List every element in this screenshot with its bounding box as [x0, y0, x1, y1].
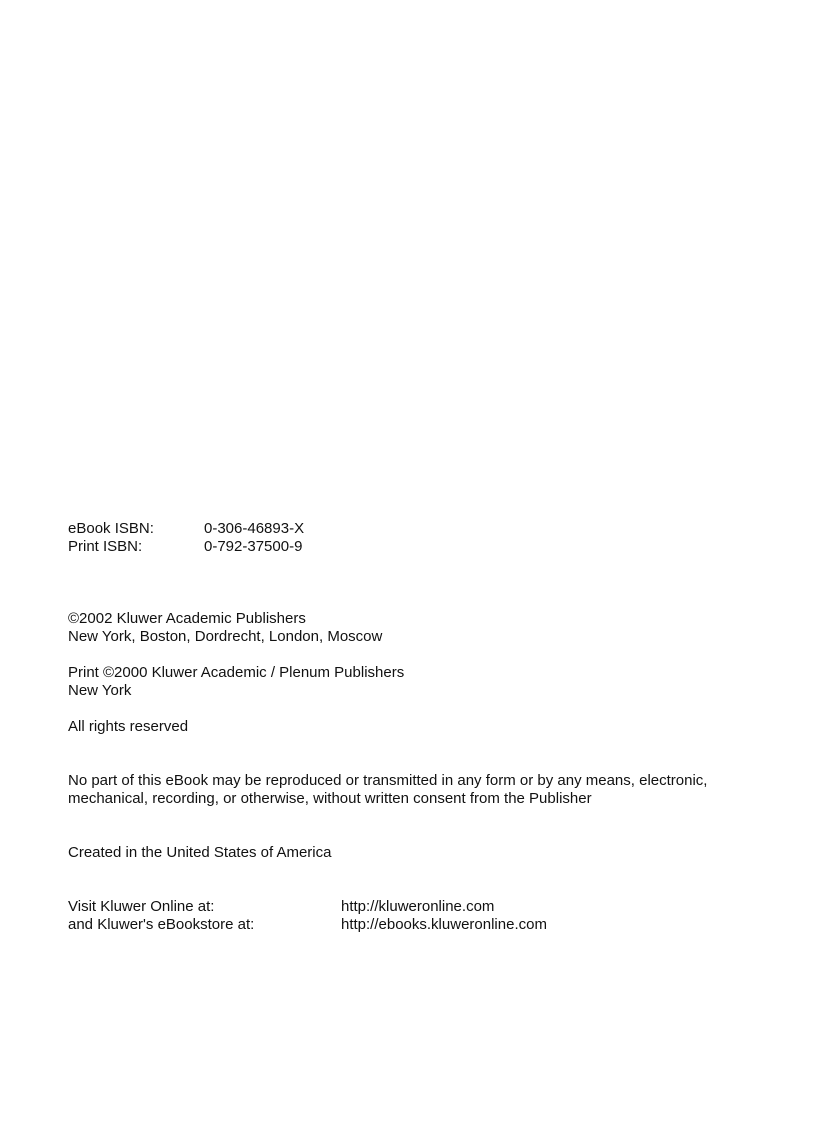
ebook-isbn-row — [68, 520, 304, 538]
notice-line-1: No part of this eBook may be reproduced or transmitted in any form or by any means, electronic, — [68, 772, 708, 789]
copyright-line: ©2002 Kluwer Academic Publishers — [68, 610, 306, 627]
rights-reserved: All rights reserved — [68, 718, 189, 735]
ebookstore-url[interactable]: http://ebooks.kluweronline.com — [341, 916, 547, 933]
print-isbn-row — [68, 538, 304, 556]
print-isbn-label: Print ISBN: — [68, 538, 143, 555]
notice-block — [68, 772, 707, 808]
ebookstore-row — [68, 916, 547, 934]
isbn-block — [68, 520, 304, 556]
publisher-cities: New York, Boston, Dordrecht, London, Moscow — [68, 628, 383, 645]
created-in: Created in the United States of America — [68, 844, 332, 861]
print-copyright-line: Print ©2000 Kluwer Academic / Plenum Publishers — [68, 664, 405, 681]
print-copyright-block — [68, 664, 404, 700]
ebook-isbn-label: eBook ISBN: — [68, 520, 154, 537]
notice-line-2: mechanical, recording, or otherwise, without written consent from the Publisher — [68, 790, 592, 807]
links-block — [68, 898, 547, 934]
created-block — [68, 844, 331, 862]
ebookstore-label: and Kluwer's eBookstore at: — [68, 916, 255, 933]
copyright-block — [68, 610, 382, 646]
rights-block — [68, 718, 188, 736]
kluwer-online-row — [68, 898, 547, 916]
kluwer-online-label: Visit Kluwer Online at: — [68, 898, 215, 915]
ebook-isbn-value: 0-306-46893-X — [204, 520, 305, 537]
print-publisher-city: New York — [68, 682, 132, 699]
print-isbn-value: 0-792-37500-9 — [204, 538, 303, 555]
kluwer-online-url[interactable]: http://kluweronline.com — [341, 898, 495, 915]
